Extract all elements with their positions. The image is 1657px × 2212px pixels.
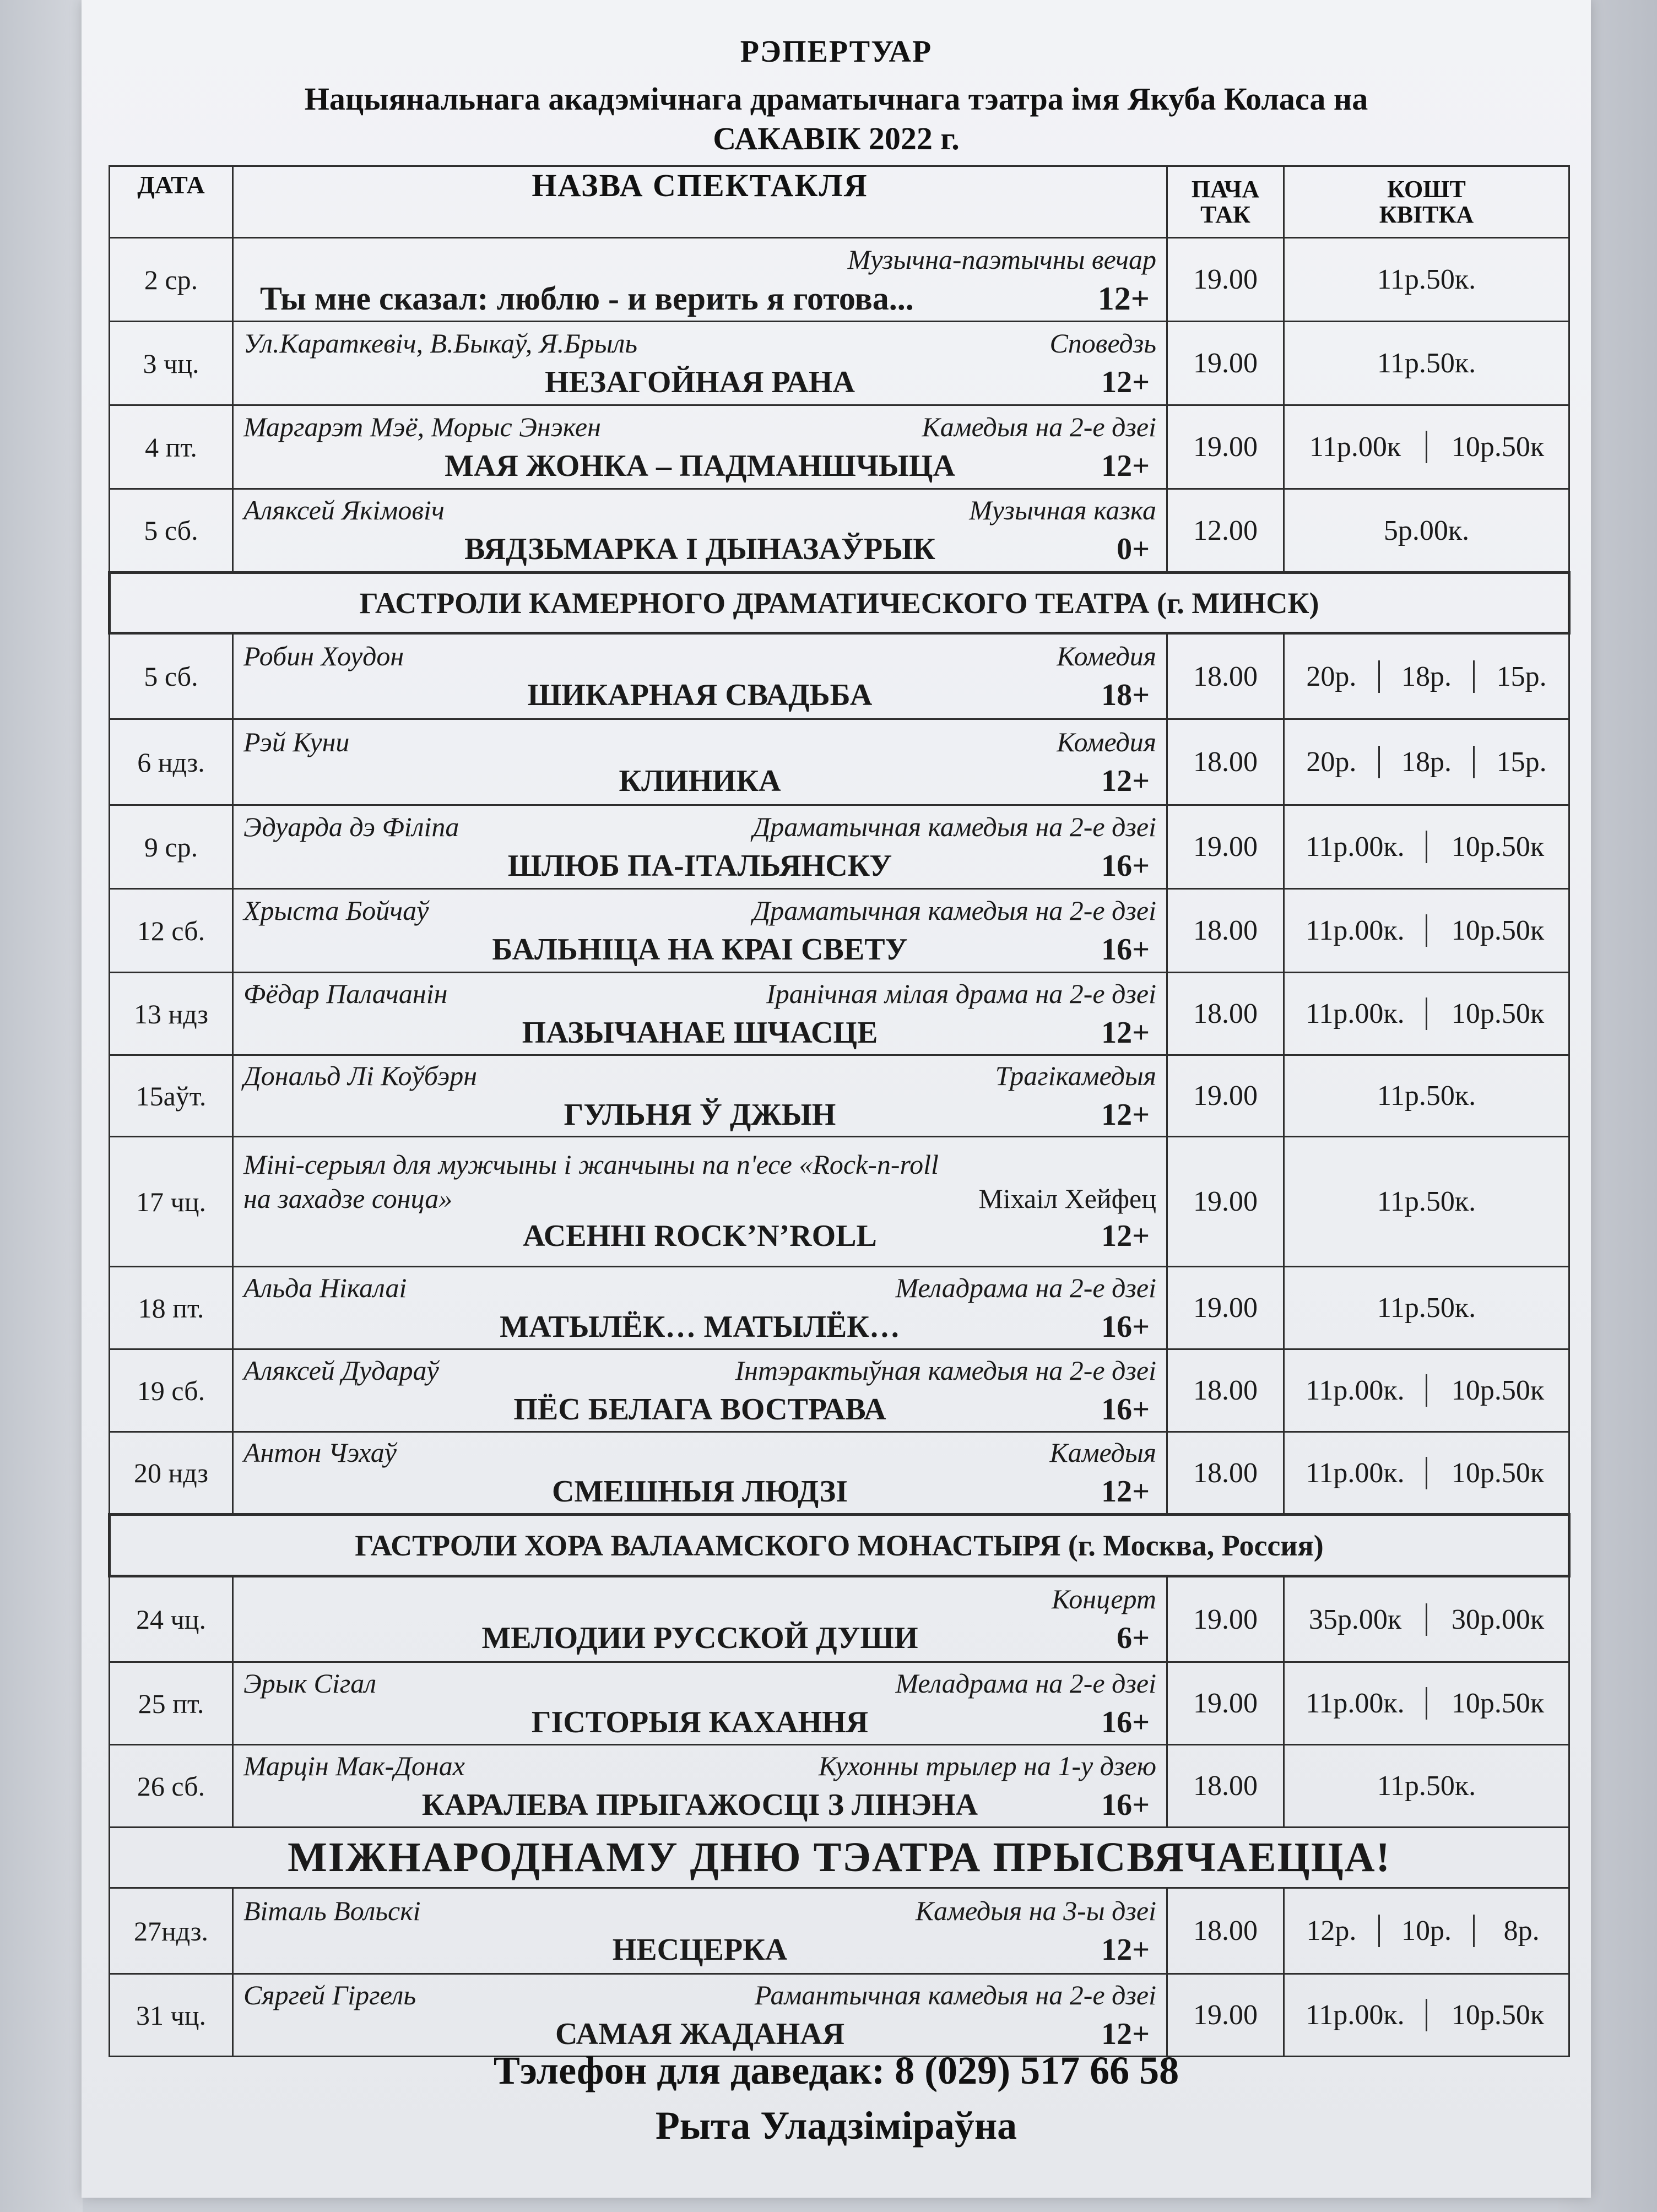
row-title: САМАЯ ЖАДАНАЯ — [555, 2016, 845, 2051]
table-row — [110, 238, 1569, 322]
price-value: 15р. — [1473, 746, 1568, 778]
price-value: 11р.50к. — [1377, 348, 1476, 379]
row-time: 18.00 — [1167, 633, 1284, 719]
row-meta — [243, 637, 1156, 675]
table-row — [110, 322, 1569, 405]
row-title: АСЕННІ ROCK’N’ROLL — [523, 1218, 877, 1253]
row-prices — [1284, 1267, 1569, 1349]
row-prices — [1284, 1974, 1569, 2057]
row-meta — [243, 1976, 1156, 2014]
row-author: Маргарэт Мэё, Морыс Энэкен — [243, 411, 601, 442]
row-meta — [243, 892, 1156, 929]
row-time: 18.00 — [1167, 889, 1284, 973]
row-author: Фёдар Палачанін — [243, 978, 448, 1009]
price-value: 10р.50к — [1426, 1999, 1568, 2031]
table-header-row — [110, 166, 1569, 238]
table-row — [110, 405, 1569, 489]
row-prices — [1284, 1888, 1569, 1974]
price-value: 15р. — [1473, 660, 1568, 693]
row-meta — [243, 241, 1156, 278]
row-time: 19.00 — [1167, 322, 1284, 405]
row-genre: Трагікамедыя — [995, 1060, 1156, 1091]
column-header-price — [1284, 166, 1569, 238]
column-header-price-line2: КВІТКА — [1379, 200, 1474, 228]
theatre-name: Нацыянальнага акадэмічнага драматычнага тэатра імя Якуба Коласа на — [304, 81, 1368, 117]
row-meta — [243, 1269, 1156, 1306]
row-title: МЕЛОДИИ РУССКОЙ ДУШИ — [481, 1621, 918, 1655]
row-prices — [1284, 889, 1569, 973]
price-value: 11р.50к. — [1377, 264, 1476, 295]
row-title: НЕЗАГОЙНАЯ РАНА — [545, 365, 855, 399]
price-value: 10р.50к — [1426, 1687, 1568, 1720]
row-title: КАРАЛЕВА ПРЫГАЖОСЦІ З ЛІНЭНА — [421, 1787, 978, 1822]
row-title: ГУЛЬНЯ Ў ДЖЫН — [564, 1097, 836, 1132]
row-genre: Іранічная мілая драма на 2-е дзеі — [766, 978, 1156, 1009]
row-age: 16+ — [1101, 1787, 1150, 1822]
row-genre: Комедия — [1057, 726, 1156, 757]
row-title-line — [243, 1785, 1156, 1825]
row-title: ПЁС БЕЛАГА ВОСТРАВА — [513, 1392, 886, 1427]
row-date: 2 ср. — [110, 238, 233, 322]
row-show — [233, 805, 1167, 889]
row-time: 19.00 — [1167, 238, 1284, 322]
row-meta — [243, 1747, 1156, 1785]
row-title-line — [243, 529, 1156, 570]
row-date: 15аўт. — [110, 1055, 233, 1137]
row-date: 9 ср. — [110, 805, 233, 889]
row-time: 18.00 — [1167, 973, 1284, 1055]
table-row — [110, 1745, 1569, 1828]
row-title-line — [243, 1389, 1156, 1430]
row-time: 18.00 — [1167, 1888, 1284, 1974]
row-age: 12+ — [1101, 1218, 1150, 1253]
row-show — [233, 1349, 1167, 1432]
row-show — [233, 1137, 1167, 1267]
row-meta — [243, 408, 1156, 446]
row-genre: Драматычная камедыя на 2-е дзеі — [752, 894, 1156, 926]
row-title-line — [243, 1306, 1156, 1347]
row-show — [233, 1745, 1167, 1828]
row-prices — [1284, 405, 1569, 489]
row-author: Сяргей Гіргель — [243, 1979, 416, 2010]
row-title-line — [243, 761, 1156, 801]
row-author: Альда Нікалаі — [243, 1272, 407, 1303]
price-value: 8р. — [1473, 1915, 1568, 1947]
row-age: 12+ — [1101, 365, 1150, 399]
table-row — [110, 889, 1569, 973]
row-date: 6 ндз. — [110, 719, 233, 805]
table-row — [110, 1576, 1569, 1662]
row-author: Аляксей Якімовіч — [243, 495, 445, 525]
row-age: 12+ — [1101, 1015, 1150, 1050]
wall-background-left — [0, 0, 83, 2212]
row-meta — [243, 723, 1156, 761]
price-value: 20р. — [1306, 660, 1357, 692]
row-genre: Кухонны трылер на 1-у дзею — [818, 1750, 1156, 1781]
row-prices — [1284, 489, 1569, 573]
price-value: 11р.00к — [1309, 431, 1401, 463]
row-title: СМЕШНЫЯ ЛЮДЗІ — [552, 1474, 848, 1509]
row-prices — [1284, 238, 1569, 322]
column-header-title: НАЗВА СПЕКТАКЛЯ — [233, 166, 1167, 238]
row-prices — [1284, 633, 1569, 719]
row-date: 5 сб. — [110, 489, 233, 573]
column-header-time — [1167, 166, 1284, 238]
row-title-line — [243, 446, 1156, 486]
row-age: 18+ — [1101, 678, 1150, 712]
row-show — [233, 1055, 1167, 1137]
row-title-line — [243, 1618, 1156, 1658]
month-heading: САКАВІК 2022 г. — [713, 121, 960, 156]
row-age: 12+ — [1101, 2016, 1150, 2051]
price-value: 11р.00к. — [1306, 1999, 1405, 2031]
row-time: 19.00 — [1167, 1576, 1284, 1662]
row-date: 13 ндз — [110, 973, 233, 1055]
row-time: 18.00 — [1167, 719, 1284, 805]
row-author: Віталь Вольскі — [243, 1895, 421, 1926]
price-value: 18р. — [1378, 746, 1474, 778]
price-value: 18р. — [1378, 660, 1474, 693]
price-value: 11р.50к. — [1377, 1186, 1476, 1217]
row-age: 16+ — [1101, 1309, 1150, 1344]
row-prices — [1284, 973, 1569, 1055]
row-title-line — [243, 1012, 1156, 1053]
row-time: 18.00 — [1167, 1349, 1284, 1432]
row-prices — [1284, 1137, 1569, 1267]
price-value: 11р.00к. — [1306, 915, 1405, 946]
row-time: 19.00 — [1167, 805, 1284, 889]
row-prices — [1284, 805, 1569, 889]
price-value: 10р.50к — [1426, 831, 1568, 863]
row-age: 16+ — [1101, 1392, 1150, 1427]
row-meta-subtitle: на захадзе сонца» — [243, 1183, 453, 1214]
row-show — [233, 1888, 1167, 1974]
row-date: 25 пт. — [110, 1662, 233, 1745]
theatre-day-banner: МІЖНАРОДНАМУ ДНЮ ТЭАТРА ПРЫСВЯЧАЕЦЦА! — [110, 1828, 1569, 1888]
table-row — [110, 1662, 1569, 1745]
price-value: 11р.50к. — [1377, 1770, 1476, 1802]
poster-heading: РЭПЕРТУАР — [740, 35, 933, 69]
price-value: 11р.00к. — [1306, 998, 1405, 1029]
row-date: 3 чц. — [110, 322, 233, 405]
row-date: 19 сб. — [110, 1349, 233, 1432]
price-value: 11р.00к. — [1306, 831, 1405, 863]
row-meta-line2 — [243, 1181, 1156, 1216]
price-value: 20р. — [1306, 746, 1357, 778]
row-meta — [243, 1434, 1156, 1471]
price-value: 11р.00к. — [1306, 1688, 1405, 1719]
row-title: НЕСЦЕРКА — [612, 1932, 788, 1967]
price-value: 12р. — [1306, 1915, 1357, 1947]
price-value: 11р.50к. — [1377, 1080, 1476, 1112]
row-meta — [243, 491, 1156, 529]
row-title-line — [243, 362, 1156, 403]
row-genre: Музычная казка — [969, 495, 1156, 525]
row-prices — [1284, 322, 1569, 405]
row-date: 27ндз. — [110, 1888, 233, 1974]
row-age: 0+ — [1117, 532, 1150, 566]
row-date: 17 чц. — [110, 1137, 233, 1267]
row-age: 16+ — [1101, 1705, 1150, 1739]
row-age: 12+ — [1101, 448, 1150, 483]
contact-person: Рыта Уладзіміраўна — [655, 2103, 1017, 2148]
row-time: 19.00 — [1167, 1974, 1284, 2057]
row-genre: Музычна-паэтычны вечар — [847, 243, 1156, 275]
row-title-line — [243, 1471, 1156, 1512]
repertoire-poster — [82, 0, 1591, 2198]
row-time: 12.00 — [1167, 489, 1284, 573]
row-age: 12+ — [1101, 1097, 1150, 1132]
row-date: 26 сб. — [110, 1745, 233, 1828]
row-genre: Меладрама на 2-е дзеі — [895, 1667, 1156, 1699]
section-row — [110, 1515, 1569, 1576]
price-value: 10р.50к — [1426, 997, 1568, 1030]
row-title: МАТЫЛЁК… МАТЫЛЁК… — [500, 1309, 900, 1344]
row-time: 19.00 — [1167, 405, 1284, 489]
row-prices — [1284, 1662, 1569, 1745]
row-date: 31 чц. — [110, 1974, 233, 2057]
row-show — [233, 322, 1167, 405]
tour-section-chamber-theatre: ГАСТРОЛИ КАМЕРНОГО ДРАМАТИЧЕСКОГО ТЕАТРА (г. МИНСК) — [110, 573, 1569, 633]
price-value: 35р.00к — [1308, 1603, 1402, 1635]
row-title-line — [243, 929, 1156, 970]
row-date: 4 пт. — [110, 405, 233, 489]
row-author: Антон Чэхаў — [243, 1437, 397, 1468]
row-title-line — [243, 675, 1156, 715]
row-meta — [243, 975, 1156, 1012]
row-show — [233, 405, 1167, 489]
row-prices — [1284, 1432, 1569, 1515]
row-date: 5 сб. — [110, 633, 233, 719]
row-age: 12+ — [1101, 1474, 1150, 1509]
row-age: 16+ — [1101, 848, 1150, 883]
row-title-line — [243, 1702, 1156, 1743]
row-title: ГІСТОРЫЯ КАХАННЯ — [531, 1705, 869, 1739]
row-meta — [243, 1057, 1156, 1094]
row-title: Ты мне сказал: люблю - и верить я готова... — [260, 280, 914, 317]
table-row — [110, 1267, 1569, 1349]
price-value: 10р.50к — [1426, 914, 1568, 947]
row-title-line — [243, 1216, 1156, 1256]
row-time: 19.00 — [1167, 1055, 1284, 1137]
row-show — [233, 1662, 1167, 1745]
section-row — [110, 573, 1569, 633]
row-meta — [243, 1892, 1156, 1929]
table-row — [110, 633, 1569, 719]
row-title: ШЛЮБ ПА-ІТАЛЬЯНСКУ — [507, 848, 892, 883]
row-age: 12+ — [1101, 1932, 1150, 1967]
row-show — [233, 489, 1167, 573]
row-genre: Камедыя на 2-е дзеі — [922, 411, 1156, 442]
row-author: Міхаіл Хейфец — [978, 1183, 1156, 1214]
row-title-line — [243, 845, 1156, 886]
table-row — [110, 1432, 1569, 1515]
row-date: 24 чц. — [110, 1576, 233, 1662]
row-genre: Комедия — [1057, 641, 1156, 671]
row-title: БАЛЬНІЦА НА КРАІ СВЕТУ — [492, 932, 908, 967]
row-age: 16+ — [1101, 932, 1150, 967]
row-meta — [243, 1580, 1156, 1618]
row-genre: Концерт — [1052, 1584, 1156, 1614]
row-genre: Інтэрактыўная камедыя на 2-е дзеі — [735, 1354, 1156, 1386]
table-row — [110, 489, 1569, 573]
row-meta — [243, 1665, 1156, 1702]
row-title: ШИКАРНАЯ СВАДЬБА — [527, 678, 873, 712]
row-author: Эдуарда дэ Філіпа — [243, 811, 459, 842]
row-age: 6+ — [1117, 1621, 1150, 1655]
row-show — [233, 1432, 1167, 1515]
row-author: Рэй Куни — [243, 726, 350, 757]
info-phone: Тэлефон для даведак: 8 (029) 517 66 58 — [493, 2048, 1179, 2092]
table-row — [110, 1137, 1569, 1267]
row-prices — [1284, 1349, 1569, 1432]
column-header-date: ДАТА — [110, 166, 233, 238]
row-show — [233, 1576, 1167, 1662]
repertoire-table — [108, 165, 1571, 2057]
row-author: Робин Хоудон — [243, 641, 404, 671]
row-prices — [1284, 1745, 1569, 1828]
row-author: Хрыста Бойчаў — [243, 894, 429, 926]
row-meta — [243, 1352, 1156, 1389]
row-time: 19.00 — [1167, 1267, 1284, 1349]
column-header-price-line1: КОШТ — [1387, 175, 1466, 203]
row-author: Ул.Караткевіч, В.Быкаў, Я.Брыль — [243, 327, 638, 359]
row-meta — [243, 324, 1156, 362]
row-author: Аляксей Дудараў — [243, 1354, 439, 1386]
row-meta — [243, 808, 1156, 845]
row-show — [233, 719, 1167, 805]
price-value: 10р.50к — [1426, 431, 1568, 463]
row-title: КЛИНИКА — [619, 763, 781, 798]
row-genre: Споведзь — [1049, 327, 1156, 359]
row-time: 19.00 — [1167, 1137, 1284, 1267]
row-show — [233, 238, 1167, 322]
row-age: 12+ — [1097, 280, 1150, 317]
price-value: 5р.00к. — [1383, 514, 1470, 546]
row-show — [233, 973, 1167, 1055]
row-genre: Рамантычная камедыя на 2-е дзеі — [754, 1979, 1156, 2010]
row-prices — [1284, 719, 1569, 805]
table-row — [110, 1055, 1569, 1137]
row-author: Дональд Лі Коўбэрн — [243, 1060, 478, 1091]
price-value: 30р.00к — [1426, 1603, 1568, 1636]
price-value: 11р.50к. — [1377, 1292, 1476, 1324]
row-title-line — [243, 1094, 1156, 1135]
row-date: 18 пт. — [110, 1267, 233, 1349]
row-meta-line1: Міні-серыял для мужчыны і жанчыны па п'есе «Rock-n-roll — [243, 1148, 939, 1180]
table-row — [110, 973, 1569, 1055]
row-show — [233, 1974, 1167, 2057]
price-value: 11р.00к. — [1306, 1375, 1405, 1406]
row-prices — [1284, 1055, 1569, 1137]
table-row — [110, 1974, 1569, 2057]
row-title: ВЯДЗЬМАРКА І ДЫНАЗАЎРЫК — [464, 532, 935, 566]
price-value: 10р.50к — [1426, 1374, 1568, 1407]
row-prices — [1284, 1576, 1569, 1662]
table-row — [110, 719, 1569, 805]
row-title: МАЯ ЖОНКА – ПАДМАНШЧЫЦА — [445, 448, 955, 483]
row-title: ПАЗЫЧАНАЕ ШЧАСЦЕ — [522, 1015, 878, 1050]
row-show — [233, 633, 1167, 719]
row-genre: Меладрама на 2-е дзеі — [895, 1272, 1156, 1303]
table-row — [110, 1349, 1569, 1432]
table-row — [110, 1888, 1569, 1974]
row-show — [233, 1267, 1167, 1349]
row-genre: Камедыя — [1049, 1437, 1156, 1468]
table-row — [110, 805, 1569, 889]
row-date: 12 сб. — [110, 889, 233, 973]
row-date: 20 ндз — [110, 1432, 233, 1515]
row-time: 18.00 — [1167, 1432, 1284, 1515]
row-genre: Драматычная камедыя на 2-е дзеі — [752, 811, 1156, 842]
row-author: Марцін Мак-Донах — [243, 1750, 465, 1781]
row-time: 18.00 — [1167, 1745, 1284, 1828]
price-value: 10р.50к — [1426, 1457, 1568, 1489]
row-show — [233, 889, 1167, 973]
tour-section-valaam-choir: ГАСТРОЛИ ХОРА ВАЛААМСКОГО МОНАСТЫРЯ (г. Москва, Россия) — [110, 1515, 1569, 1576]
column-header-time-line2: ТАК — [1200, 200, 1250, 228]
row-age: 12+ — [1101, 763, 1150, 798]
row-title-line — [243, 278, 1156, 319]
row-title-line — [243, 1929, 1156, 1970]
price-value: 11р.00к. — [1306, 1457, 1405, 1489]
price-value: 10р. — [1378, 1915, 1474, 1947]
section-row — [110, 1828, 1569, 1888]
row-author: Эрык Сігал — [243, 1667, 377, 1699]
column-header-time-line1: ПАЧА — [1191, 175, 1260, 203]
row-time: 19.00 — [1167, 1662, 1284, 1745]
row-genre: Камедыя на 3-ы дзеі — [915, 1895, 1156, 1926]
